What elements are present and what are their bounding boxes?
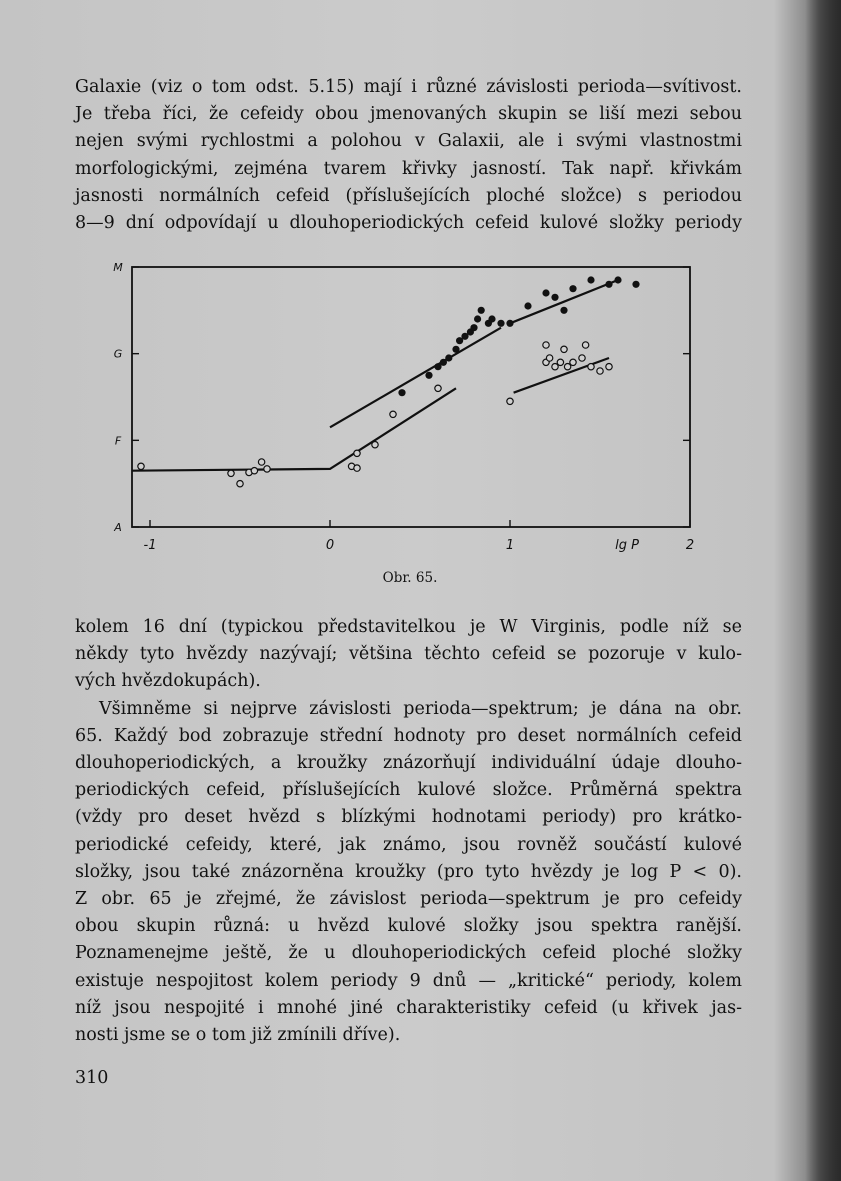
- x-tick-label: 1: [505, 538, 515, 553]
- text-line: periodických cefeid, příslušejících kulové složce. Průměrná spektra: [75, 780, 742, 801]
- text-line: kolem 16 dní (typickou představitelkou je W Virginis, podle níž se: [75, 617, 742, 637]
- chart-point-filled: [569, 285, 576, 292]
- chart-point-open: [557, 359, 563, 365]
- text-line: 65. Každý bod zobrazuje střední hodnoty pro deset normálních cefeid: [75, 725, 742, 746]
- chart-points: [138, 276, 640, 487]
- chart-plot-border: [132, 267, 690, 527]
- chart-axes: [113, 261, 694, 553]
- x-tick-label: -1: [143, 538, 157, 553]
- chart-point-filled: [425, 372, 432, 379]
- chart-fit-line: [132, 388, 456, 470]
- chart-point-open: [564, 364, 570, 370]
- page-number: 310: [75, 1068, 109, 1088]
- text-line: nosti jsme se o tom již zmínili dříve).: [75, 1025, 401, 1046]
- chart-point-filled: [560, 307, 567, 314]
- text-line: morfologickými, zejména tvarem křivky jasností. Tak např. křivkám: [75, 158, 742, 179]
- text-line: někdy tyto hvězdy nazývají; většina těchto cefeid se pozoruje v kulo-: [75, 644, 742, 665]
- chart-point-open: [561, 346, 567, 352]
- text-line: níž jsou nespojité i mnohé jiné charakteristiky cefeid (u křivek jas-: [75, 997, 742, 1018]
- text-line: složky, jsou také znázorněna kroužky (pro tyto hvězdy je log P < 0).: [75, 861, 742, 882]
- chart-point-filled: [478, 307, 485, 314]
- chart-point-open: [354, 465, 360, 471]
- chart-point-open: [588, 364, 594, 370]
- chart-frame: [132, 267, 690, 527]
- figure-65-chart: [100, 255, 720, 575]
- text-line: obou skupin různá: u hvězd kulové složky jsou spektra ranější.: [75, 916, 742, 937]
- chart-point-filled: [605, 281, 612, 288]
- text-line: dlouhoperiodických, a kroužky znázorňují individuální údaje dlouho-: [75, 753, 742, 774]
- x-axis-label: lg P: [615, 538, 639, 553]
- chart-point-filled: [524, 302, 531, 309]
- chart-point-open: [390, 411, 396, 417]
- chart-point-open: [251, 468, 257, 474]
- y-tick-label: G: [113, 347, 123, 361]
- text-line: nejen svými rychlostmi a polohou v Galaxii, ale i svými vlastnostmi: [75, 131, 742, 152]
- chart-point-open: [582, 342, 588, 348]
- text-line: Poznamenejme ještě, že u dlouhoperiodických cefeid ploché složky: [75, 943, 742, 964]
- chart-point-open: [507, 398, 513, 404]
- text-line: periodické cefeidy, které, jak známo, jsou rovněž součástí kulové: [75, 834, 742, 855]
- text-paragraph-1: [75, 74, 742, 237]
- chart-point-filled: [470, 324, 477, 331]
- chart-point-open: [354, 450, 360, 456]
- chart-fit-line: [510, 280, 618, 323]
- x-tick-label: 0: [325, 538, 335, 553]
- chart-point-open: [597, 368, 603, 374]
- figure-caption: Obr. 65.: [382, 570, 438, 586]
- chart-point-filled: [474, 315, 481, 322]
- chart-point-filled: [614, 276, 621, 283]
- chart-point-open: [552, 364, 558, 370]
- chart-point-filled: [587, 276, 594, 283]
- text-paragraph-2: [75, 614, 742, 1049]
- chart-point-open: [228, 470, 234, 476]
- chart-point-filled: [542, 289, 549, 296]
- chart-point-open: [372, 442, 378, 448]
- chart-point-filled: [632, 281, 639, 288]
- y-tick-label: F: [114, 434, 122, 448]
- chart-point-open: [570, 359, 576, 365]
- text-line: Z obr. 65 je zřejmé, že závislost perioda—spektrum je pro cefeidy: [75, 889, 742, 910]
- chart-point-open: [237, 481, 243, 487]
- chart-point-filled: [551, 294, 558, 301]
- x-tick-label: 2: [685, 538, 695, 553]
- chart-point-open: [579, 355, 585, 361]
- chart-point-filled: [445, 354, 452, 361]
- chart-point-filled: [488, 315, 495, 322]
- book-binding-edge: [805, 0, 841, 1181]
- text-line: vých hvězdokupách).: [75, 671, 261, 692]
- chart-point-open: [606, 364, 612, 370]
- text-line: 8—9 dní odpovídají u dlouhoperiodických cefeid kulové složky periody: [75, 213, 742, 234]
- chart-point-open: [546, 355, 552, 361]
- chart-point-open: [258, 459, 264, 465]
- chart-point-open: [138, 463, 144, 469]
- text-line: Všimněme si nejprve závislosti perioda—spektrum; je dána na obr.: [99, 698, 742, 719]
- text-line: Galaxie (viz o tom odst. 5.15) mají i různé závislosti perioda—svítivost.: [75, 77, 742, 97]
- chart-point-open: [264, 466, 270, 472]
- chart-point-filled: [497, 320, 504, 327]
- text-line: existuje nespojitost kolem periody 9 dnů — „kritické“ periody, kolem: [75, 970, 742, 991]
- chart-fit-line: [330, 328, 501, 428]
- chart-point-filled: [398, 389, 405, 396]
- chart-point-filled: [452, 346, 459, 353]
- y-tick-label: M: [113, 261, 123, 274]
- text-line: (vždy pro deset hvězd s blízkými hodnotami periody) pro krátko-: [75, 807, 742, 828]
- text-line: Je třeba říci, že cefeidy obou jmenovaných skupin se liší mezi sebou: [75, 104, 742, 125]
- text-line: jasnosti normálních cefeid (příslušejících ploché složce) s periodou: [75, 185, 742, 206]
- chart-point-open: [435, 385, 441, 391]
- y-tick-label: A: [114, 521, 122, 534]
- chart-point-filled: [506, 320, 513, 327]
- chart-point-open: [543, 342, 549, 348]
